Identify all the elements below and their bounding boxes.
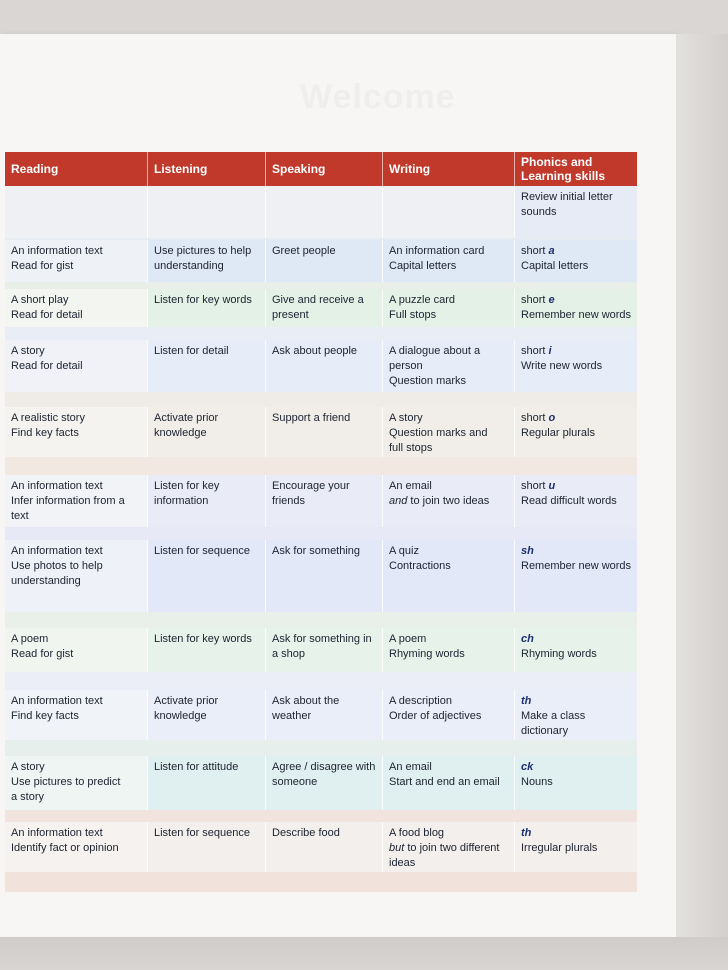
table-row — [5, 628, 637, 672]
table-row — [5, 289, 637, 327]
cell-text: Greet people — [272, 245, 336, 257]
cell-text: Use pictures to predict — [11, 776, 121, 788]
cell-text: Listen for sequence — [154, 827, 251, 839]
cell-text: weather — [272, 710, 312, 722]
cell-text: An information card — [389, 245, 485, 257]
cell-text: Activate prior — [154, 695, 219, 707]
row-separator — [5, 612, 637, 628]
phonics-sound-line — [521, 344, 633, 359]
phonics-sound: e — [548, 294, 555, 306]
conjunction-rest: to join two different — [404, 842, 500, 854]
speaking-cell — [265, 407, 382, 457]
phonics-cell — [514, 340, 637, 392]
phonics-sound-line — [521, 411, 633, 426]
cell-text: person — [389, 360, 423, 372]
cell-text: text — [11, 510, 29, 522]
conjunction-word: but — [389, 842, 405, 854]
reading-cell — [5, 540, 147, 612]
cell-text: information — [154, 495, 209, 507]
cell-text: An email — [389, 480, 432, 492]
cell-text: Remember new words — [521, 560, 632, 572]
row-separator — [5, 392, 637, 407]
cell-text: a story — [11, 791, 45, 803]
cell-text: A description — [389, 695, 452, 707]
row-separator — [5, 672, 637, 690]
phonics-cell — [514, 289, 637, 327]
writing-cell — [382, 540, 514, 612]
cell-text: A food blog — [389, 827, 445, 839]
intro-cell — [265, 186, 382, 238]
listening-cell — [147, 289, 265, 327]
cell-text: Give and receive a — [272, 294, 364, 306]
reading-cell — [5, 340, 147, 392]
intro-cell — [382, 186, 514, 238]
cell-text: Find key facts — [11, 427, 79, 439]
cell-text: someone — [272, 776, 318, 788]
phonics-prefix: short — [521, 412, 549, 424]
phonics-prefix: short — [521, 480, 549, 492]
cell-text: Order of adjectives — [389, 710, 482, 722]
cell-text: Listen for attitude — [154, 761, 239, 773]
phonics-cell — [514, 475, 637, 527]
conjunction-word: and — [389, 495, 408, 507]
speaking-cell — [265, 340, 382, 392]
cell-text: dictionary — [521, 725, 569, 737]
phonics-sound: ck — [521, 761, 534, 773]
reading-cell — [5, 756, 147, 810]
writing-cell — [382, 340, 514, 392]
cell-text: Make a class — [521, 710, 586, 722]
reading-cell — [5, 628, 147, 672]
cell-text: Ask for something in — [272, 633, 372, 645]
phonics-sound: i — [548, 345, 552, 357]
table-row-intro — [5, 186, 637, 238]
header-listening: Listening — [147, 152, 265, 186]
writing-cell — [382, 822, 514, 872]
writing-cell — [382, 289, 514, 327]
listening-cell — [147, 340, 265, 392]
cell-text: Support a friend — [272, 412, 351, 424]
listening-cell — [147, 756, 265, 810]
phonics-sound-line — [521, 544, 633, 559]
row-separator — [5, 740, 637, 756]
cell-text: An information text — [11, 545, 103, 557]
writing-cell — [382, 475, 514, 527]
cell-text: Activate prior — [154, 412, 219, 424]
row-separator — [5, 457, 637, 475]
cell-text: Read for gist — [11, 648, 74, 660]
cell-text: Read difficult words — [521, 495, 617, 507]
faded-page-title: Welcome — [300, 78, 456, 116]
header-phonics-line1: Phonics and — [521, 155, 593, 169]
writing-cell — [382, 756, 514, 810]
phonics-cell — [514, 407, 637, 457]
cell-text: A quiz — [389, 545, 419, 557]
phonics-cell — [514, 756, 637, 810]
cell-text: A realistic story — [11, 412, 85, 424]
table-row — [5, 540, 637, 612]
writing-cell — [382, 240, 514, 282]
phonics-sound-line — [521, 632, 633, 647]
cell-text: A poem — [11, 633, 49, 645]
page-edge — [676, 34, 728, 970]
cell-text: Ask about the — [272, 695, 340, 707]
cell-text: An email — [389, 761, 432, 773]
phonics-cell — [514, 822, 637, 872]
phonics-sound-line — [521, 826, 633, 841]
listening-cell — [147, 822, 265, 872]
cell-text: Listen for key words — [154, 294, 252, 306]
cell-text: understanding — [154, 260, 224, 272]
table-row — [5, 240, 637, 282]
table-row — [5, 690, 637, 740]
listening-cell — [147, 407, 265, 457]
cell-text: An information text — [11, 480, 103, 492]
speaking-cell — [265, 475, 382, 527]
phonics-cell — [514, 240, 637, 282]
cell-text: Read for gist — [11, 260, 74, 272]
cell-text: Rhyming words — [521, 648, 597, 660]
cell-text: A dialogue about a — [389, 345, 481, 357]
reading-cell — [5, 822, 147, 872]
table-row — [5, 407, 637, 457]
table-header — [5, 152, 637, 186]
phonics-sound: o — [548, 412, 556, 424]
row-separator — [5, 327, 637, 340]
table-row — [5, 475, 637, 527]
cell-text: Ask for something — [272, 545, 361, 557]
cell-text: Question marks — [389, 375, 467, 387]
listening-cell — [147, 540, 265, 612]
header-writing: Writing — [382, 152, 514, 186]
cell-text: Use photos to help — [11, 560, 103, 572]
cell-text: Describe food — [272, 827, 340, 839]
phonics-sound: a — [548, 245, 555, 257]
cell-text: Irregular plurals — [521, 842, 598, 854]
listening-cell — [147, 628, 265, 672]
cell-text: An information text — [11, 827, 103, 839]
cell-text: An information text — [11, 695, 103, 707]
listening-cell — [147, 240, 265, 282]
cell-text: full stops — [389, 442, 433, 454]
cell-text: Question marks and — [389, 427, 488, 439]
reading-cell — [5, 289, 147, 327]
table-row — [5, 340, 637, 392]
writing-conjunction-line — [389, 841, 510, 856]
speaking-cell — [265, 690, 382, 740]
row-separator — [5, 282, 637, 289]
writing-cell — [382, 690, 514, 740]
reading-cell — [5, 240, 147, 282]
conjunction-rest: to join two ideas — [407, 495, 490, 507]
cell-text: Read for detail — [11, 309, 83, 321]
row-separator — [5, 810, 637, 822]
phonics-sound-line — [521, 244, 633, 259]
table-row — [5, 822, 637, 872]
cell-text: Start and end an email — [389, 776, 500, 788]
cell-text: Capital letters — [521, 260, 589, 272]
cell-text: A story — [11, 345, 45, 357]
header-phonics-line2: Learning skills — [521, 169, 606, 183]
cell-text: friends — [272, 495, 306, 507]
phonics-sound: ch — [521, 633, 534, 645]
reading-cell — [5, 690, 147, 740]
cell-text: Listen for key words — [154, 633, 252, 645]
header-phonics — [514, 152, 637, 186]
cell-text: Regular plurals — [521, 427, 595, 439]
cell-text: Capital letters — [389, 260, 457, 272]
speaking-cell — [265, 822, 382, 872]
intro-phonics-text: Review initial letter — [521, 191, 613, 203]
speaking-cell — [265, 240, 382, 282]
cell-text: understanding — [11, 575, 81, 587]
intro-cell — [5, 186, 147, 238]
cell-text: A puzzle card — [389, 294, 456, 306]
cell-text: Listen for sequence — [154, 545, 251, 557]
cell-text: knowledge — [154, 710, 207, 722]
cell-text: Identify fact or opinion — [11, 842, 119, 854]
cell-text: Remember new words — [521, 309, 632, 321]
cell-text: Rhyming words — [389, 648, 465, 660]
cell-text: A poem — [389, 633, 427, 645]
cell-text: knowledge — [154, 427, 207, 439]
speaking-cell — [265, 756, 382, 810]
speaking-cell — [265, 540, 382, 612]
cell-text: Listen for key — [154, 480, 220, 492]
phonics-sound: sh — [521, 545, 534, 557]
header-reading: Reading — [11, 162, 59, 176]
reading-cell — [5, 475, 147, 527]
writing-cell — [382, 628, 514, 672]
cell-text: Write new words — [521, 360, 603, 372]
header-speaking: Speaking — [265, 152, 382, 186]
cell-text: Find key facts — [11, 710, 79, 722]
cell-text: Read for detail — [11, 360, 83, 372]
reading-cell — [5, 407, 147, 457]
cell-text: A story — [11, 761, 45, 773]
cell-text: An information text — [11, 245, 103, 257]
cell-text: ideas — [389, 857, 416, 869]
cell-text: Contractions — [389, 560, 451, 572]
phonics-prefix: short — [521, 245, 549, 257]
phonics-prefix: short — [521, 294, 549, 306]
phonics-sound-line — [521, 694, 633, 709]
cell-text: Encourage your — [272, 480, 350, 492]
cell-text: A short play — [11, 294, 69, 306]
listening-cell — [147, 475, 265, 527]
row-separator — [5, 527, 637, 540]
cell-text: Infer information from a — [11, 495, 125, 507]
phonics-sound-line — [521, 479, 633, 494]
speaking-cell — [265, 628, 382, 672]
cell-text: Agree / disagree with — [272, 761, 376, 773]
cell-text: A story — [389, 412, 423, 424]
table-footer-band — [5, 872, 637, 892]
phonics-sound: u — [548, 480, 556, 492]
phonics-sound-line — [521, 760, 633, 775]
phonics-cell — [514, 690, 637, 740]
writing-conjunction-line — [389, 494, 510, 509]
cell-text: Use pictures to help — [154, 245, 252, 257]
intro-cell — [514, 186, 637, 238]
cell-text: Nouns — [521, 776, 553, 788]
listening-cell — [147, 690, 265, 740]
table-row — [5, 756, 637, 810]
intro-cell — [147, 186, 265, 238]
phonics-cell — [514, 628, 637, 672]
phonics-cell — [514, 540, 637, 612]
cell-text: Listen for detail — [154, 345, 229, 357]
intro-phonics-text: sounds — [521, 206, 557, 218]
speaking-cell — [265, 289, 382, 327]
phonics-prefix: short — [521, 345, 549, 357]
writing-cell — [382, 407, 514, 457]
phonics-sound: th — [521, 695, 532, 707]
cell-text: Ask about people — [272, 345, 358, 357]
page-shadow — [0, 937, 728, 970]
cell-text: Full stops — [389, 309, 437, 321]
phonics-sound: th — [521, 827, 532, 839]
phonics-sound-line — [521, 293, 633, 308]
cell-text: present — [272, 309, 309, 321]
cell-text: a shop — [272, 648, 306, 660]
